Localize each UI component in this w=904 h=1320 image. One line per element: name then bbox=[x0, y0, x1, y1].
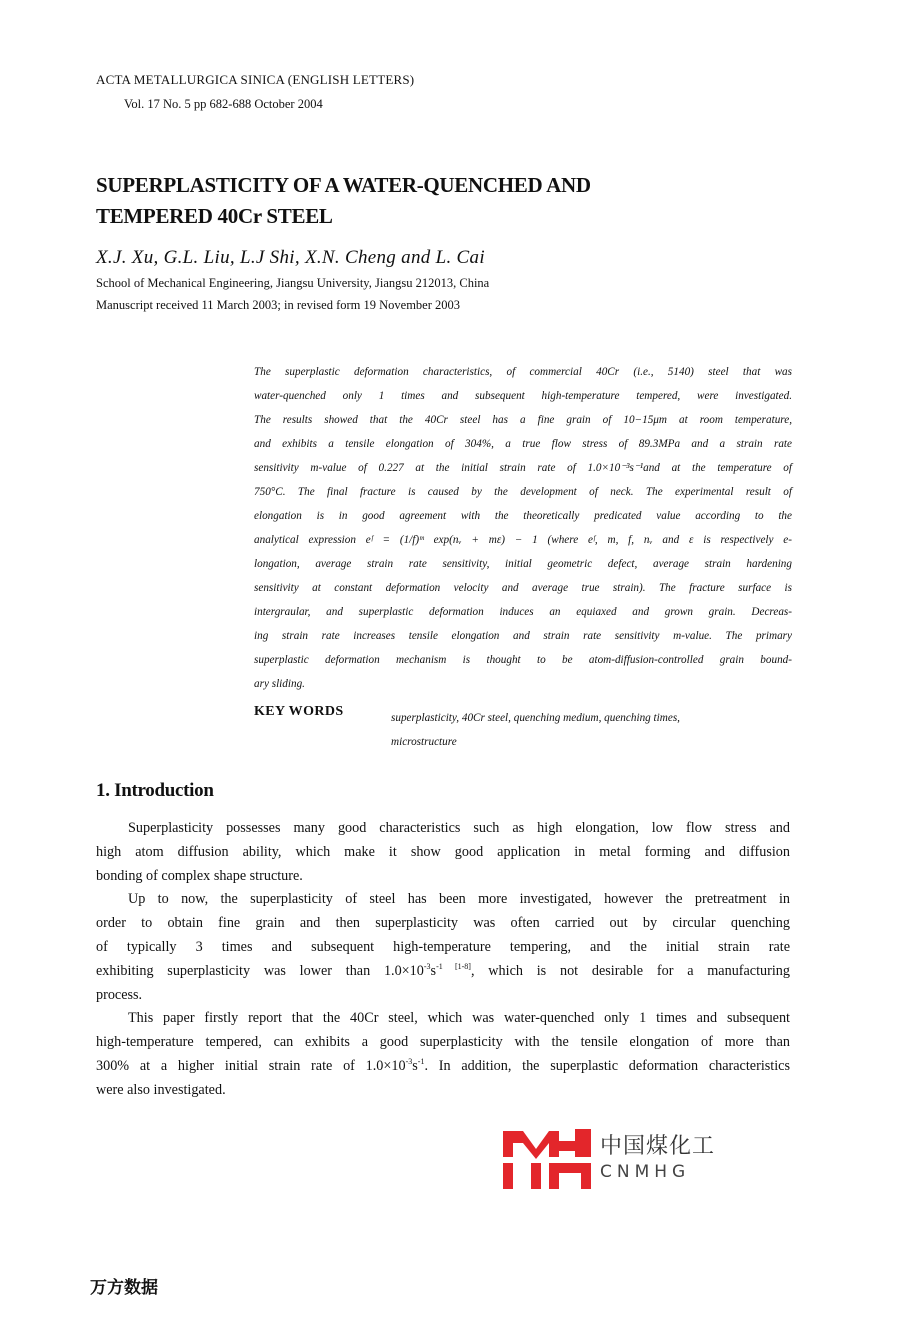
abstract-formula-line: analytical expression eᶠ = (1/f)ᵐ exp(nᵥ + mε) − 1 (where eᶠ, m, f, nᵥ and ε is respectively e- bbox=[254, 534, 792, 546]
abstract-line: and exhibits a tensile elongation of 304%, a true flow stress of 89.3MPa and a strain rate bbox=[254, 438, 792, 450]
abstract-line: sensitivity m-value of 0.227 at the initial strain rate of 1.0×10⁻³s⁻¹and at the temperature of bbox=[254, 462, 792, 474]
text-run: . In addition, the superplastic deformation characteristics bbox=[424, 1057, 790, 1074]
paragraph-line: bonding of complex shape structure. bbox=[96, 867, 303, 884]
paragraph-line: Superplasticity possesses many good characteristics such as high elongation, low flow stress and bbox=[128, 820, 790, 836]
paragraph-line: were also investigated. bbox=[96, 1081, 226, 1098]
article-title bbox=[96, 170, 591, 232]
abstract-line: water-quenched only 1 times and subsequent high-temperature tempered, were investigated. bbox=[254, 390, 792, 402]
superscript: -3 bbox=[405, 1056, 413, 1066]
text-run: exhibiting superplasticity was lower than 1.0×10 bbox=[96, 962, 424, 979]
paragraph-line: process. bbox=[96, 986, 143, 1003]
logo-english-text: CNMHG bbox=[600, 1162, 691, 1182]
introduction-body bbox=[96, 817, 790, 1103]
abstract-line: 750°C. The final fracture is caused by the development of neck. The experimental result of bbox=[254, 486, 792, 498]
abstract-line: The results showed that the 40Cr steel has a fine grain of 10−15μm at room temperature, bbox=[254, 414, 792, 426]
journal-name: ACTA METALLURGICA SINICA (ENGLISH LETTERS) bbox=[96, 72, 415, 87]
affiliation: School of Mechanical Engineering, Jiangsu University, Jiangsu 212013, China bbox=[96, 276, 490, 290]
abstract-line: superplastic deformation mechanism is thought to be atom-diffusion-controlled grain bound- bbox=[254, 654, 792, 666]
text-run: 300% at a higher initial strain rate of 1.0×10 bbox=[96, 1057, 406, 1074]
authors: X.J. Xu, G.L. Liu, L.J Shi, X.N. Cheng and L. Cai bbox=[96, 247, 485, 268]
paragraph-line: order to obtain fine grain and then superplasticity was often carried out by circular quenching bbox=[96, 915, 790, 932]
superscript: -1 bbox=[417, 1056, 425, 1066]
title-line-1: SUPERPLASTICITY OF A WATER-QUENCHED AND bbox=[96, 173, 591, 197]
logo-chinese-text: 中国煤化工 bbox=[600, 1134, 716, 1159]
logo-mark bbox=[503, 1129, 591, 1189]
superscript: -3 bbox=[423, 961, 431, 971]
citation-superscript: -1 [1-8] bbox=[436, 961, 471, 971]
footer-watermark: 万方数据 bbox=[90, 1278, 158, 1298]
paragraph-line: high atom diffusion ability, which make it show good application in metal forming and diffusion bbox=[96, 843, 790, 860]
keywords-label: KEY WORDS bbox=[254, 704, 344, 719]
abstract-line: ing strain rate increases tensile elongation and strain rate sensitivity m-value. The primary bbox=[254, 630, 792, 642]
paragraph-line: Up to now, the superplasticity of steel has been more investigated, however the pretreatment in bbox=[128, 891, 790, 908]
section-heading: 1. Introduction bbox=[96, 780, 214, 801]
abstract-line: intergraular, and superplastic deformation induces an equiaxed and grown grain. Decreas- bbox=[254, 606, 792, 618]
keywords-line-1: superplasticity, 40Cr steel, quenching medium, quenching times, bbox=[391, 712, 680, 724]
volume-line: Vol. 17 No. 5 pp 682-688 October 2004 bbox=[124, 97, 323, 111]
text-run: , which is not desirable for a manufacturing bbox=[470, 962, 790, 979]
abstract-line: The superplastic deformation characteristics, of commercial 40Cr (i.e., 5140) steel that was bbox=[254, 366, 792, 378]
abstract-line: elongation is in good agreement with the theoretically predicated value according to the bbox=[254, 510, 792, 522]
keywords-line-2: microstructure bbox=[391, 736, 457, 748]
keywords bbox=[391, 706, 791, 754]
abstract-line: sensitivity at constant deformation velocity and average true strain). The fracture surface is bbox=[254, 582, 792, 594]
paragraph-line: This paper firstly report that the 40Cr steel, which was water-quenched only 1 times and subsequent bbox=[128, 1010, 790, 1027]
abstract bbox=[254, 360, 792, 696]
paragraph-line bbox=[96, 960, 790, 984]
abstract-line: ary sliding. bbox=[254, 678, 305, 690]
text-run: s bbox=[412, 1057, 418, 1074]
paragraph-line: of typically 3 times and subsequent high-temperature tempering, and the initial strain rate bbox=[96, 938, 790, 955]
paragraph-line bbox=[96, 1055, 790, 1079]
paragraph-line: high-temperature tempered, can exhibits a good superplasticity with the tensile elongation of more than bbox=[96, 1034, 790, 1051]
title-line-2: TEMPERED 40Cr STEEL bbox=[96, 204, 333, 228]
abstract-line: longation, average strain rate sensitivity, initial geometric defect, average strain hardening bbox=[254, 558, 792, 570]
text-run: s bbox=[430, 962, 437, 979]
received-date: Manuscript received 11 March 2003; in revised form 19 November 2003 bbox=[96, 298, 461, 312]
